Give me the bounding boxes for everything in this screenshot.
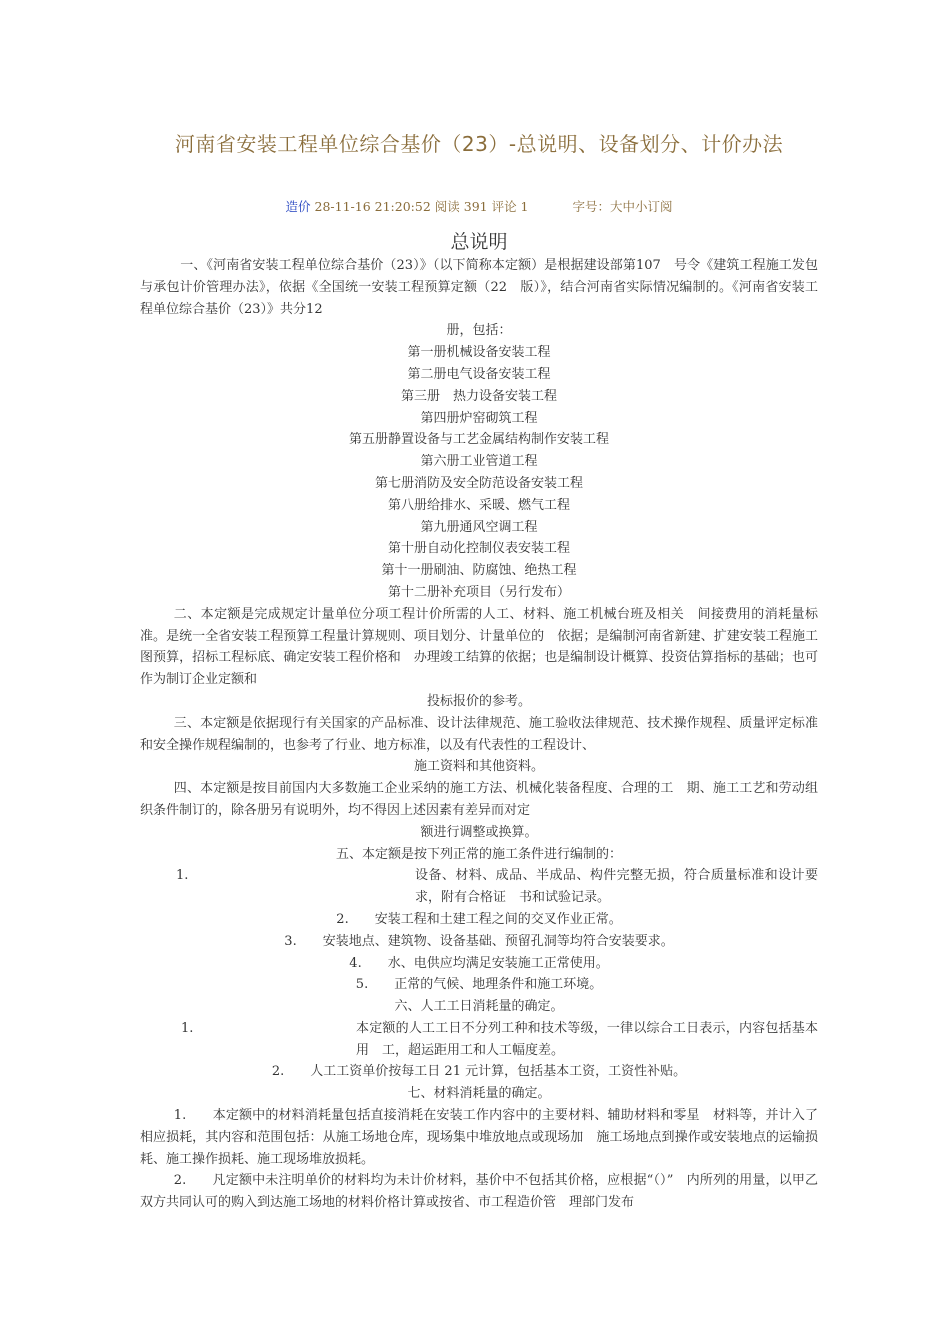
paragraph-6: 六、人工工日消耗量的确定。 <box>394 999 564 1015</box>
paragraph-4: 四、本定额是按目前国内大多数施工企业采纳的施工方法、机械化装备程度、合理的工 期、施工工艺和劳动组织条件制订的，除各册另有说明外，均不得因上述因素有差异而对定 <box>140 781 818 818</box>
category-link[interactable]: 造价 <box>285 199 311 214</box>
labor-2: 2. 人工工资单价按每工日 21 元计算，包括基本工资，工资性补贴。 <box>271 1064 687 1080</box>
meta-info: 28-11-16 21:20:52 阅读 391 评论 1 <box>314 199 529 214</box>
condition-1-number: 1. <box>176 868 189 884</box>
paragraph-7: 七、材料消耗量的确定。 <box>407 1086 551 1102</box>
book-item: 第一册机械设备安装工程 <box>407 345 551 361</box>
document-body <box>140 255 818 1214</box>
condition-4: 4. 水、电供应均满足安装施工正常使用。 <box>349 955 609 971</box>
paragraph-2: 二、本定额是完成规定计量单位分项工程计价所需的人工、材料、施工机械台班及相关 间接费用的消耗量标准。是统一全省安装工程预算工程量计算规则、项目划分、计量单位的 依据；是编制河南省新建、扩建安装工程施工图预算，招标工程标底、确定安装工程价格和 办理竣工结算的依据；也是编制设计概算、投资估算指标的基础；也可作为制订企业定额和 <box>140 606 818 688</box>
material-1: 1. 本定额中的材料消耗量包括直接消耗在安装工作内容中的主要材料、辅助材料和零星 材料等，并计入了相应损耗，其内容和范围包括：从施工场地仓库，现场集中堆放地点或现场加 施工场地点到操作或安装地点的运输损耗、施工操作损耗、施工现场堆放损耗。 <box>140 1108 818 1167</box>
book-item: 第八册给排水、采暖、燃气工程 <box>387 497 570 513</box>
book-item: 第七册消防及安全防范设备安装工程 <box>374 475 583 491</box>
condition-1 <box>140 865 818 909</box>
paragraph-5: 五、本定额是按下列正常的施工条件进行编制的： <box>335 846 622 862</box>
book-item: 第二册电气设备安装工程 <box>407 366 551 382</box>
book-item: 第十一册刷油、防腐蚀、绝热工程 <box>381 563 577 579</box>
paragraph-2-tail: 投标报价的参考。 <box>426 693 531 709</box>
labor-1 <box>140 1018 818 1062</box>
book-item: 第九册通风空调工程 <box>420 519 538 535</box>
condition-1-text: 设备、材料、成品、半成品、构件完整无损，符合质量标准和设计要求，附有合格证 书和试验记录。 <box>415 868 818 906</box>
book-list <box>140 342 818 604</box>
condition-3: 3. 安装地点、建筑物、设备基础、预留孔洞等均符合安装要求。 <box>284 933 674 949</box>
font-size-options[interactable]: 字号：大中小订阅 <box>572 199 673 214</box>
book-item: 第六册工业管道工程 <box>420 454 538 470</box>
article-meta <box>140 197 818 215</box>
labor-1-number: 1. <box>181 1020 194 1036</box>
book-item: 第三册 热力设备安装工程 <box>400 388 557 404</box>
page-title: 河南省安装工程单位综合基价（23）-总说明、设备划分、计价办法 <box>174 132 784 156</box>
labor-1-text: 本定额的人工工日不分列工种和技术等级，一律以综合工日表示，内容包括基本用 工，超运距用工和人工幅度差。 <box>356 1020 818 1058</box>
paragraph-3: 三、本定额是依据现行有关国家的产品标准、设计法律规范、施工验收法律规范、技术操作规程、质量评定标准和安全操作规程编制的，也参考了行业、地方标准，以及有代表性的工程设计、 <box>140 715 818 753</box>
book-item: 第十二册补充项目（另行发布） <box>387 584 570 600</box>
section-heading: 总说明 <box>450 231 508 253</box>
paragraph-3-tail: 施工资料和其他资料。 <box>413 759 544 775</box>
paragraph-4-tail: 额进行调整或换算。 <box>420 824 538 840</box>
material-2: 2. 凡定额中未注明单价的材料均为未计价材料，基价中不包括其价格，应根据“（）” 内所列的用量，以甲乙双方共同认可的购入到达施工场地的材料价格计算或按省、市工程造价管 理部门发布 <box>140 1173 818 1211</box>
book-item: 第五册静置设备与工艺金属结构制作安装工程 <box>348 432 609 448</box>
paragraph-1: 一、《河南省安装工程单位综合基价（23）》（以下简称本定额）是根据建设部第107 号令《建筑工程施工发包与承包计价管理办法》，依据《全国统一安装工程预算定额（22 版）》，结合河南省实际情况编制的。《河南省安装工程单位综合基价（23）》共分12 <box>140 258 818 317</box>
book-item: 第十册自动化控制仪表安装工程 <box>387 541 570 557</box>
paragraph-1-tail: 册，包括： <box>446 323 512 339</box>
condition-5: 5. 正常的气候、地理条件和施工环境。 <box>355 977 603 993</box>
condition-2: 2. 安装工程和土建工程之间的交叉作业正常。 <box>336 911 622 927</box>
book-item: 第四册炉窑砌筑工程 <box>420 410 538 426</box>
